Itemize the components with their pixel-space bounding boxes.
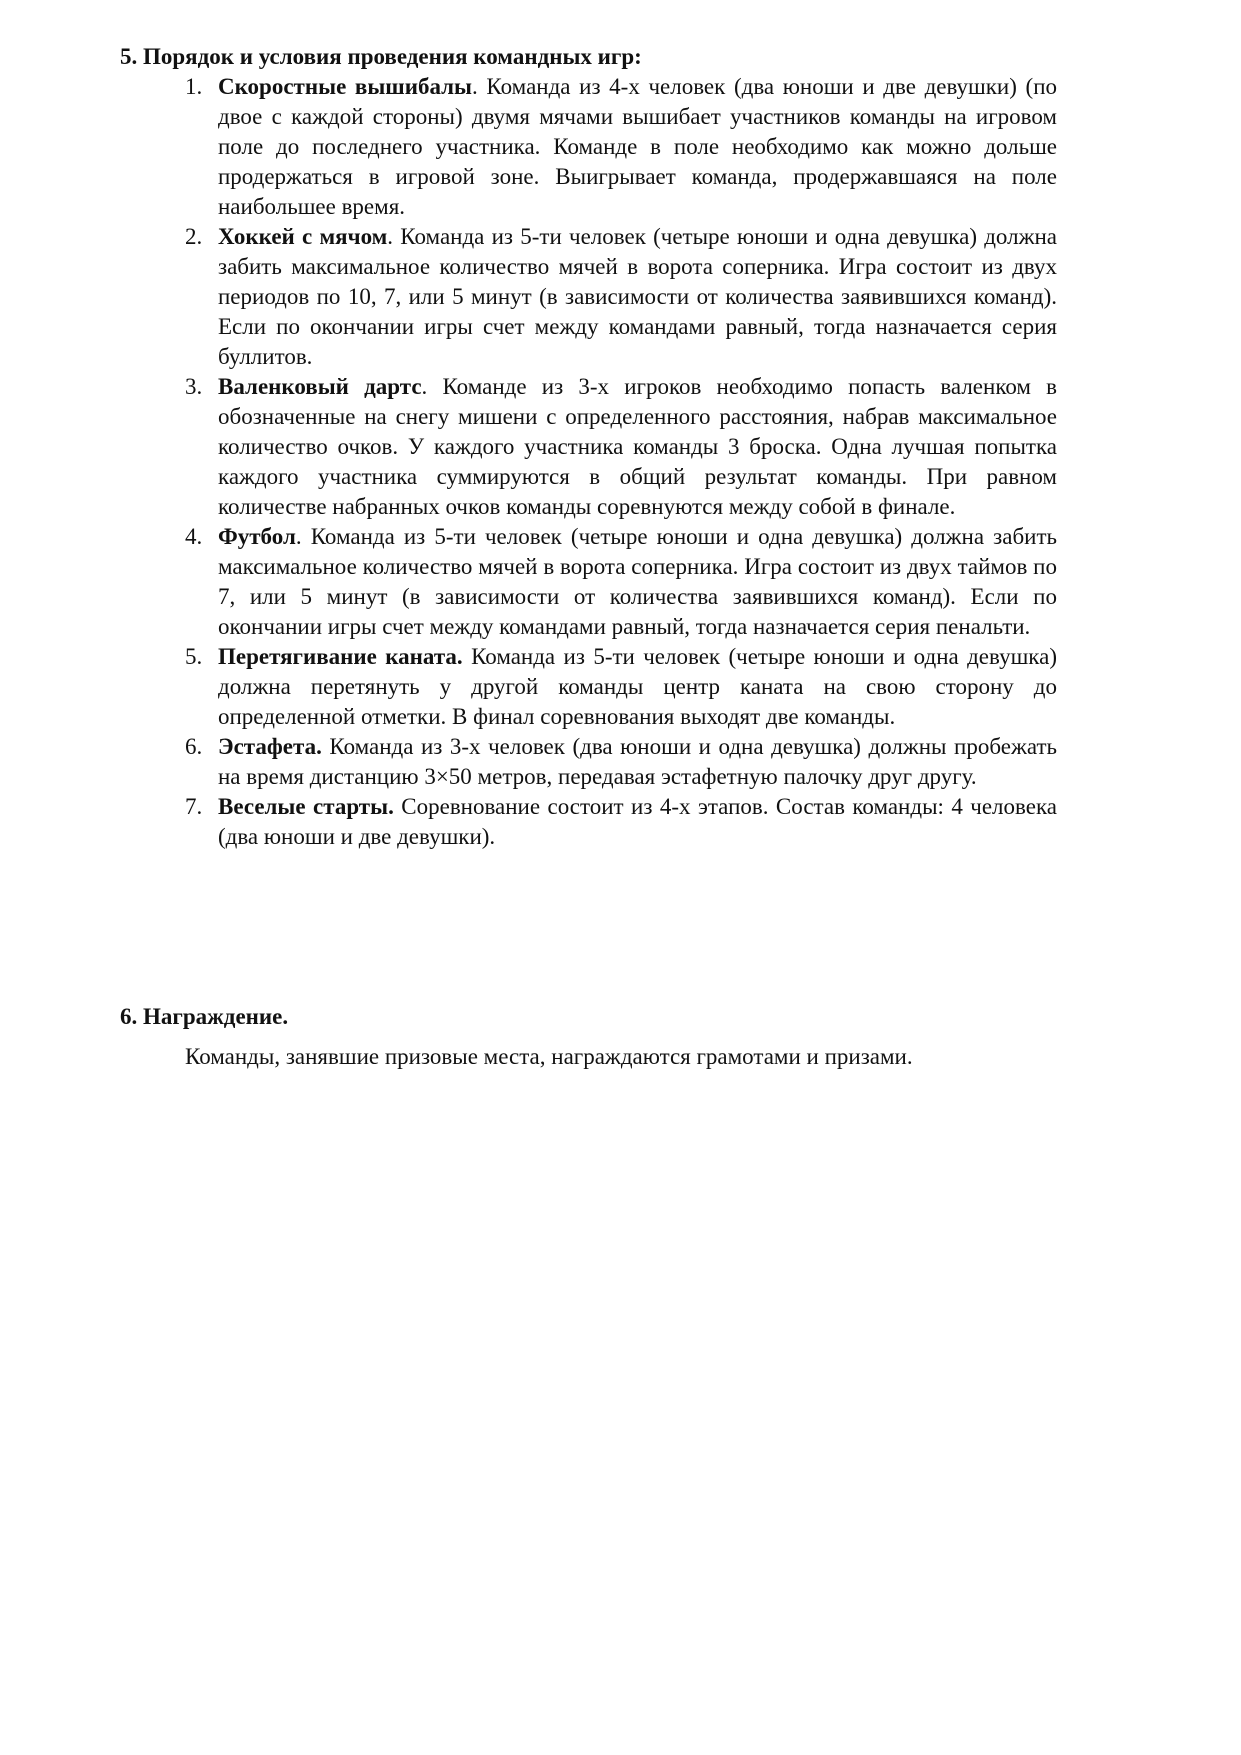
team-games-list [185,72,1057,852]
item-title: Футбол [218,524,296,549]
item-number: 4. [185,524,203,549]
item-separator: . [421,374,443,399]
section-5-heading: 5. Порядок и условия проведения командных игр: [120,44,642,69]
item-text: Соревнование состоит из 4-х этапов. Состав команды: 4 человека (два юноши и две девушки). [218,794,1057,849]
item-separator: . [387,224,401,249]
list-item [185,372,1057,522]
item-title: Веселые старты. [218,794,394,819]
item-title: Скоростные вышибалы [218,74,473,99]
list-item [185,792,1057,852]
item-title: Эстафета. [218,734,322,759]
item-number: 1. [185,74,203,99]
item-number: 6. [185,734,203,759]
list-item [185,642,1057,732]
item-number: 5. [185,644,203,669]
item-text: Команда из 5-ти человек (четыре юноши и одна девушка) должна забить максимальное количество мячей в ворота соперника. Игра состоит из двух таймов по 7, или 5 минут (в зависимости от количества заявившихся команд). Если по окончании игры счет между командами равный, тогда назначается серия пенальти. [218,524,1057,639]
section-6-heading: 6. Награждение. [120,1004,289,1029]
item-title: Перетягивание каната. [218,644,463,669]
item-text: Команде из 3-х игроков необходимо попасть валенком в обозначенные на снегу мишени с определенного расстояния, набрав максимальное количество очков. У каждого участника команды 3 броска. Одна лучшая попытка каждого участника суммируются в общий результат команды. При равном количестве набранных очков команды соревнуются между собой в финале. [218,374,1058,519]
list-item [185,222,1057,372]
item-text: Команда из 5-ти человек (четыре юноши и одна девушка) должна перетянуть у другой команды центр каната на свою сторону до определенной отметки. В финал соревнования выходят две команды. [218,644,1057,729]
item-title: Валенковый дартс [218,374,422,399]
list-item [185,522,1057,642]
item-text: Команда из 4-х человек (два юноши и две девушки) (по двое с каждой стороны) двумя мячами вышибает участников команды на игровом поле до последнего участника. Команде в поле необходимо как можно дольше продержаться в игровой зоне. Выигрывает команда, продержавшаяся на поле наибольшее время. [218,74,1058,219]
item-separator: . [472,74,487,99]
list-item [185,732,1057,792]
item-text: Команда из 5-ти человек (четыре юноши и одна девушка) должна забить максимальное количество мячей в ворота соперника. Игра состоит из двух периодов по 10, 7, или 5 минут (в зависимости от количества заявившихся команд). Если по окончании игры счет между командами равный, тогда назначается серия буллитов. [218,224,1058,369]
awards-paragraph: Команды, занявшие призовые места, награждаются грамотами и призами. [185,1044,913,1069]
item-title: Хоккей с мячом [218,224,388,249]
item-text: Команда из 3-х человек (два юноши и одна девушка) должны пробежать на время дистанцию 3×50 метров, передавая эстафетную палочку друг другу. [218,734,1057,789]
item-separator: . [295,524,311,549]
item-number: 2. [185,224,203,249]
list-item [185,72,1057,222]
item-separator [463,644,471,669]
item-number: 3. [185,374,203,399]
item-number: 7. [185,794,203,819]
